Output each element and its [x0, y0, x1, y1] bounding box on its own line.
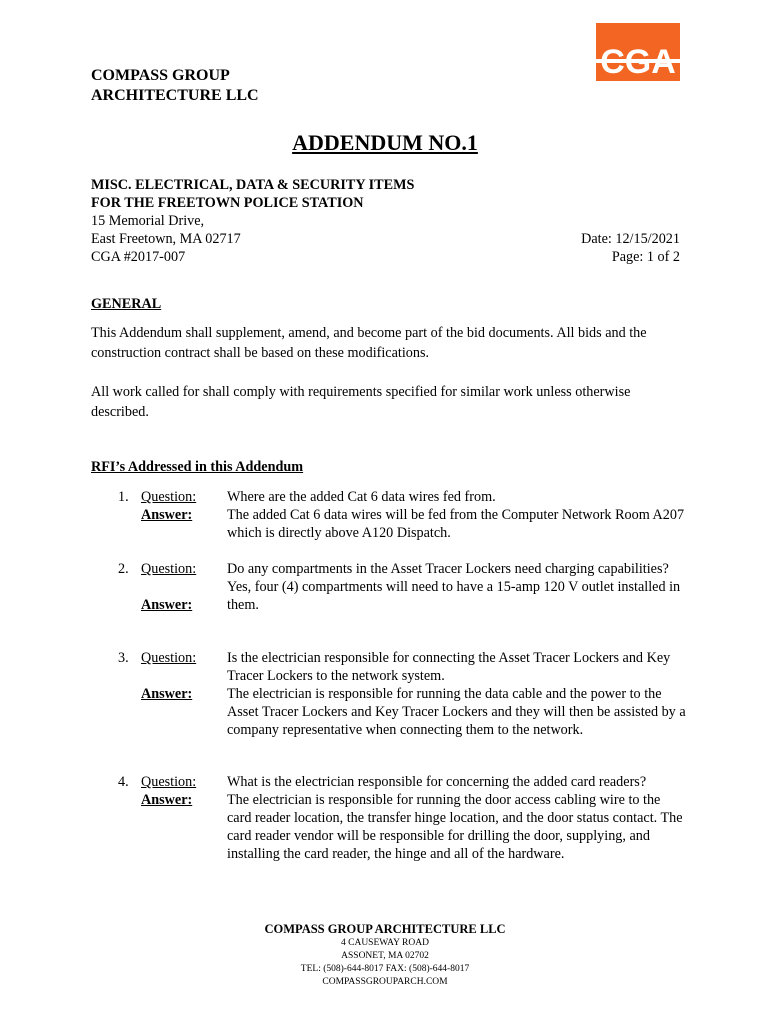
general-heading: GENERAL [91, 296, 162, 312]
rfi-item-text [227, 560, 687, 614]
document-title-text: ADDENDUM NO.1 [292, 130, 478, 155]
rfi-item [91, 488, 691, 544]
rfi-heading: RFI’s Addressed in this Addendum [91, 459, 304, 475]
rfi-answer: The electrician is responsible for running the door access cabling wire to the card reader location, the transfer hinge location, and the door status contact. The card reader vendor will be responsible for drilling the door, supplying, and installing the card reader, the hinge and all of the hardware. [227, 792, 683, 862]
rfi-item-number: 3. [118, 650, 129, 666]
question-label: Question: [141, 774, 197, 790]
project-line2: FOR THE FREETOWN POLICE STATION [91, 195, 364, 211]
company-name-line2: ARCHITECTURE LLC [91, 87, 259, 104]
footer-company-name: COMPASS GROUP ARCHITECTURE LLC [264, 922, 506, 936]
answer-label: Answer: [141, 597, 193, 613]
rfi-item-text [227, 773, 687, 863]
document-title [0, 130, 770, 156]
rfi-question: Is the electrician responsible for connecting the Asset Tracer Lockers and Key Tracer Lockers to the network system. [227, 650, 671, 684]
general-para2: All work called for shall comply with requirements specified for similar work unless otherwise described. [91, 384, 631, 420]
project-info [91, 176, 414, 266]
footer-address1: 4 CAUSEWAY ROAD [341, 938, 429, 948]
question-label: Question: [141, 489, 197, 505]
rfi-item [91, 773, 691, 867]
project-address2: East Freetown, MA 02717 [91, 231, 241, 247]
date-block [581, 230, 680, 266]
rfi-item [91, 649, 691, 759]
rfi-item [91, 560, 691, 636]
rfi-answer: The added Cat 6 data wires will be fed from the Computer Network Room A207 which is directly above A120 Dispatch. [227, 507, 685, 541]
company-name-line1: COMPASS GROUP [91, 67, 230, 84]
svg-text:CGA: CGA [600, 43, 676, 81]
question-label: Question: [141, 561, 197, 577]
question-label: Question: [141, 650, 197, 666]
document-date: Date: 12/15/2021 [581, 231, 680, 247]
rfi-item-text [227, 488, 687, 542]
footer-website: COMPASSGROUPARCH.COM [322, 977, 448, 987]
project-line1: MISC. ELECTRICAL, DATA & SECURITY ITEMS [91, 177, 415, 193]
project-address1: 15 Memorial Drive, [91, 213, 205, 229]
rfi-item-number: 4. [118, 774, 129, 790]
company-name [91, 66, 259, 106]
general-section [91, 294, 681, 314]
rfi-item-number: 1. [118, 489, 129, 505]
footer-phone: TEL: (508)-644-8017 FAX: (508)-644-8017 [300, 964, 470, 974]
project-number: CGA #2017-007 [91, 249, 186, 265]
answer-label: Answer: [141, 792, 193, 808]
rfi-question: Where are the added Cat 6 data wires fed from. [227, 489, 496, 505]
answer-label: Answer: [141, 686, 193, 702]
answer-label: Answer: [141, 507, 193, 523]
rfi-question: Do any compartments in the Asset Tracer Lockers need charging capabilities? [227, 561, 669, 577]
footer-address2: ASSONET, MA 02702 [341, 951, 429, 961]
general-para1: This Addendum shall supplement, amend, and become part of the bid documents. All bids and the construction contract shall be based on these modifications. [91, 325, 647, 361]
rfi-item-number: 2. [118, 561, 129, 577]
rfi-item-text [227, 649, 687, 739]
rfi-answer: The electrician is responsible for running the data cable and the power to the Asset Tracer Lockers and Key Tracer Lockers and they will then be assisted by a company representative when connecting them to the network. [227, 686, 686, 738]
page-footer [0, 921, 770, 989]
page-number: Page: 1 of 2 [611, 249, 680, 265]
cga-logo [596, 23, 680, 81]
rfi-answer: Yes, four (4) compartments will need to have a 15-amp 120 V outlet installed in them. [227, 579, 681, 613]
rfi-question: What is the electrician responsible for concerning the added card readers? [227, 774, 647, 790]
